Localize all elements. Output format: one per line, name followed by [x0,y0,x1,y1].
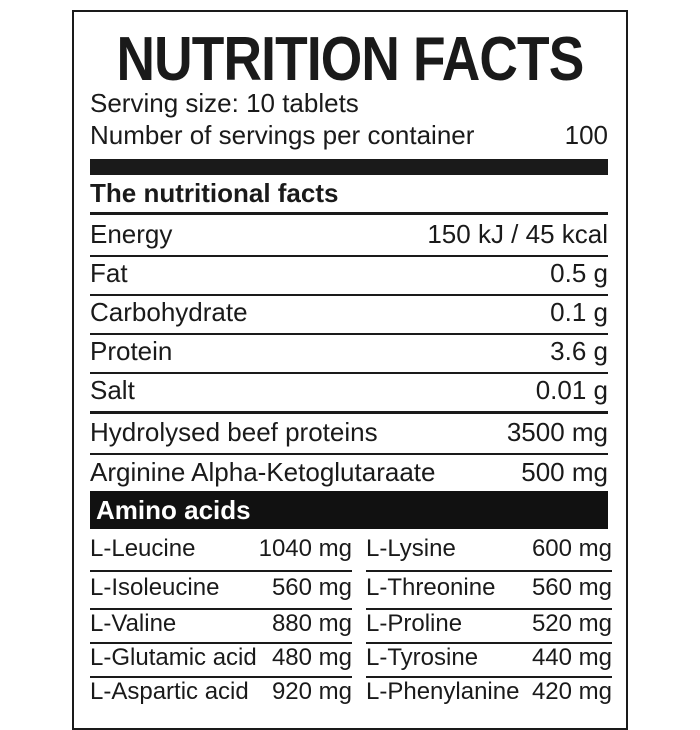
amino-name: L-Glutamic acid [90,644,257,671]
amino-row [366,644,612,672]
divider [90,570,352,572]
amino-value: 920 mg [271,678,352,705]
amino-row [90,610,352,638]
fact-name: Energy [90,219,173,249]
fact-name: Salt [90,375,135,405]
fact-row [90,297,608,328]
servings-per-container-value: 100 [564,120,608,150]
fact-row [90,219,608,250]
fact-value: 0.01 g [535,375,608,405]
amino-acids-heading [90,491,608,529]
amino-name: L-Leucine [90,535,196,562]
amino-value: 420 mg [531,678,612,705]
fact-row [90,457,608,488]
fact-name: Carbohydrate [90,297,248,327]
fact-value: 3.6 g [550,336,608,366]
divider [90,212,608,215]
amino-value: 560 mg [531,574,612,601]
amino-acids-heading-text: Amino acids [96,495,251,525]
divider [90,255,608,257]
fact-name: Arginine Alpha-Ketoglutaraate [90,457,436,487]
amino-value: 1040 mg [258,535,352,562]
amino-row [366,535,612,563]
fact-value: 0.1 g [550,297,608,327]
fact-row [90,336,608,367]
amino-row [90,574,352,602]
divider [90,333,608,335]
amino-name: L-Threonine [366,574,496,601]
fact-name: Hydrolysed beef proteins [90,417,378,447]
amino-name: L-Valine [90,610,177,637]
amino-name: L-Aspartic acid [90,678,249,705]
amino-value: 480 mg [271,644,352,671]
label-title: NUTRITION FACTS [116,25,584,94]
nutrition-label [72,10,628,730]
fact-value: 3500 mg [506,417,608,447]
fact-name: Fat [90,258,128,288]
serving-size-row [90,88,608,119]
amino-row [366,574,612,602]
amino-name: L-Isoleucine [90,574,220,601]
amino-row [366,678,612,706]
fact-name: Protein [90,336,173,366]
facts-heading: The nutritional facts [90,178,339,208]
divider [366,570,612,572]
amino-row [366,610,612,638]
divider [90,453,608,455]
amino-name: L-Lysine [366,535,456,562]
serving-size-text: Serving size: 10 tablets [90,88,359,118]
amino-row [90,535,352,563]
amino-name: L-Phenylanine [366,678,520,705]
amino-row [90,644,352,672]
thick-divider [90,159,608,175]
fact-row [90,258,608,289]
amino-value: 520 mg [531,610,612,637]
amino-name: L-Tyrosine [366,644,479,671]
fact-value: 500 mg [521,457,608,487]
amino-value: 440 mg [531,644,612,671]
fact-value: 150 kJ / 45 kcal [427,219,608,249]
divider [90,411,608,414]
fact-row [90,417,608,448]
fact-row [90,375,608,406]
divider [90,372,608,374]
amino-name: L-Proline [366,610,463,637]
fact-value: 0.5 g [550,258,608,288]
amino-value: 880 mg [271,610,352,637]
amino-value: 600 mg [531,535,612,562]
servings-per-container-row [90,120,608,151]
divider [90,294,608,296]
amino-row [90,678,352,706]
servings-per-container-label: Number of servings per container [90,120,475,150]
amino-value: 560 mg [271,574,352,601]
